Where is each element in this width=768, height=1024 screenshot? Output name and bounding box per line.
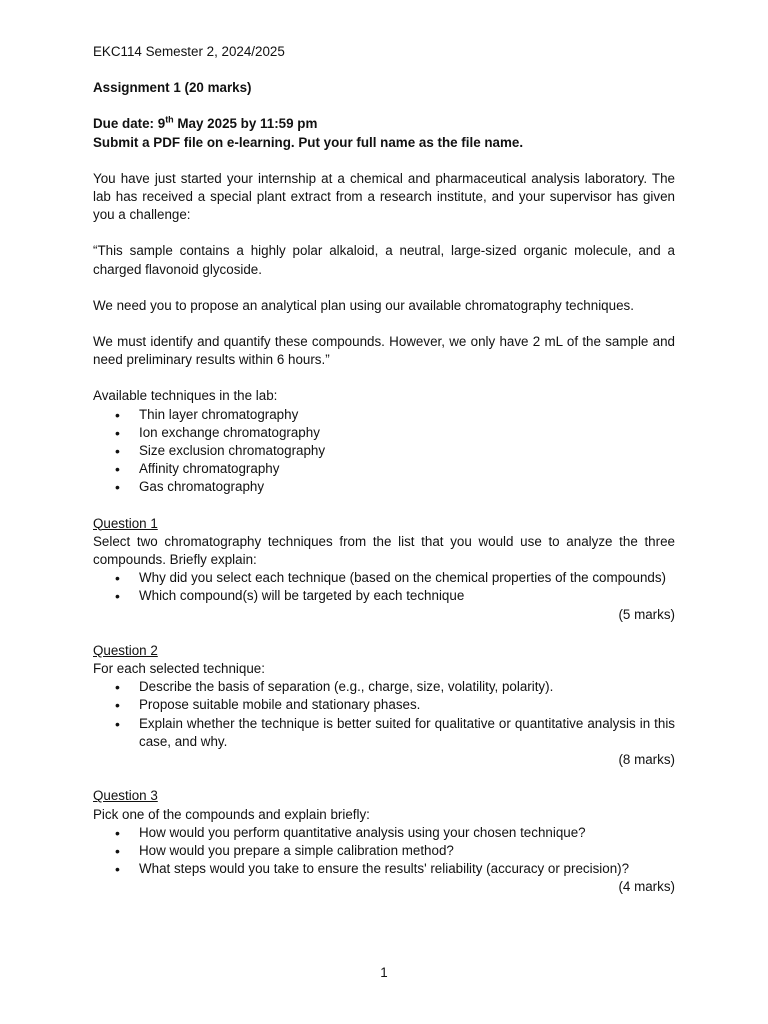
list-item: • Ion exchange chromatography [139,424,675,442]
constraints-paragraph: We must identify and quantify these compounds. However, we only have 2 mL of the sample and need preliminary results within 6 hours.” [93,334,675,368]
techniques-list [93,406,675,497]
plan-request: We need you to propose an analytical plan using our available chromatography techniques. [93,297,634,313]
question-3-list [93,824,675,879]
list-item: • Describe the basis of separation (e.g., charge, size, volatility, polarity). [139,678,675,696]
question-1-list [93,569,675,605]
list-item: • How would you perform quantitative analysis using your chosen technique? [139,824,675,842]
list-item: • Size exclusion chromatography [139,442,675,460]
question-3-intro: Pick one of the compounds and explain briefly: [93,806,370,822]
list-item: • Explain whether the technique is better suited for qualitative or quantitative analysis in this case, and why. [139,715,675,751]
list-item: • Which compound(s) will be targeted by each technique [139,587,675,605]
question-3-marks: (4 marks) [618,879,675,895]
list-item: • Why did you select each technique (based on the chemical properties of the compounds) [139,569,675,587]
question-2-title: Question 2 [93,642,158,658]
page-number: 1 [380,965,388,980]
document-content [93,43,675,897]
submission-instructions: Submit a PDF file on e-learning. Put your full name as the file name. [93,134,524,150]
question-3-title: Question 3 [93,788,158,804]
supervisor-quote: “This sample contains a highly polar alkaloid, a neutral, large-sized organic molecule, and a charged flavonoid glycoside. [93,243,675,277]
list-item: • Propose suitable mobile and stationary phases. [139,696,675,714]
list-item: • Gas chromatography [139,478,675,496]
question-1-marks: (5 marks) [618,606,675,622]
question-2-marks: (8 marks) [618,752,675,768]
question-1-title: Question 1 [93,515,158,531]
assignment-title: Assignment 1 (20 marks) [93,80,252,96]
due-date-ordinal: th [165,114,174,125]
question-2-intro: For each selected technique: [93,661,265,677]
list-item: • Affinity chromatography [139,460,675,478]
course-header: EKC114 Semester 2, 2024/2025 [93,44,285,59]
list-item: • How would you prepare a simple calibration method? [139,842,675,860]
list-item: • Thin layer chromatography [139,406,675,424]
due-date [93,115,675,133]
due-date-suffix: May 2025 by 11:59 pm [173,116,318,132]
question-1-intro: Select two chromatography techniques from the list that you would use to analyze the three compounds. Briefly explain: [93,533,675,568]
list-item: • What steps would you take to ensure the results' reliability (accuracy or precision)? [139,860,675,878]
question-2-list [93,678,675,751]
techniques-heading: Available techniques in the lab: [93,388,278,404]
due-date-prefix: Due date: 9 [93,116,166,132]
intro-paragraph: You have just started your internship at a chemical and pharmaceutical analysis laboratory. The lab has received a special plant extract from a research institute, and your supervisor has given you a challenge: [93,170,675,223]
